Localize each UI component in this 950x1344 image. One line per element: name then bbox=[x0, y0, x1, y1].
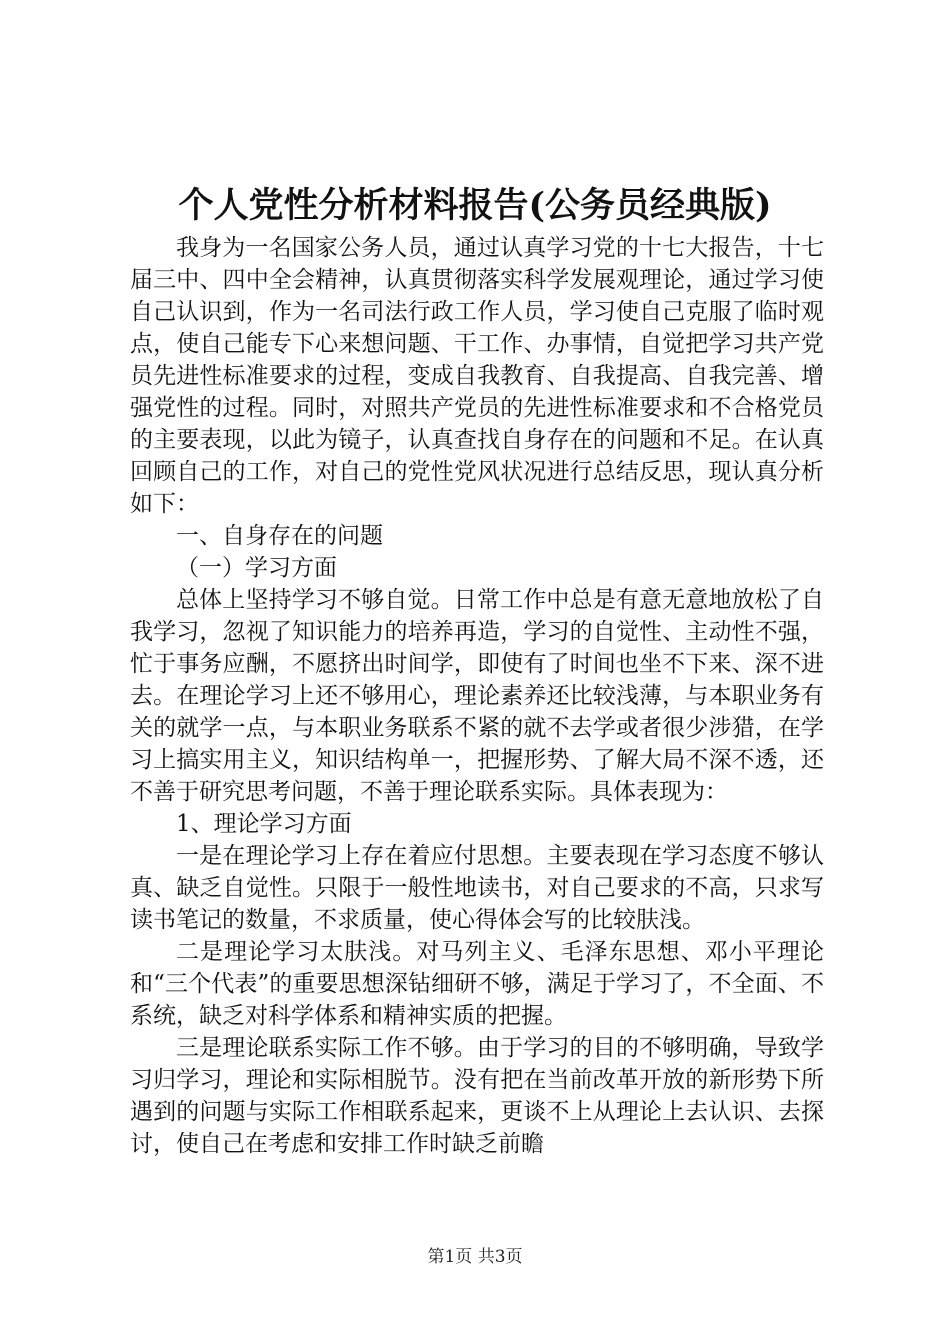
paragraph-point-three: 三是理论联系实际工作不够。由于学习的目的不够明确，导致学习归学习，理论和实际相脱节。没有把在当前改革开放的新形势下所遇到的问题与实际工作相联系起来，更谈不上从理论上去认识、去探讨，使自己在考虑和安排工作时缺乏前瞻 bbox=[130, 1035, 824, 1157]
item-heading-theory: 1、理论学习方面 bbox=[176, 811, 352, 837]
paragraph-point-one: 一是在理论学习上存在着应付思想。主要表现在学习态度不够认真、缺乏自觉性。只限于一般性地读书，对自己要求的不高，只求写读书笔记的数量，不求质量，使心得体会写的比较肤浅。 bbox=[130, 843, 824, 933]
section-heading-1: 一、自身存在的问题 bbox=[176, 523, 383, 549]
document-title: 个人党性分析材料报告(公务员经典版) bbox=[178, 185, 772, 226]
document-body bbox=[130, 232, 824, 1160]
subsection-heading-study: （一）学习方面 bbox=[176, 555, 337, 581]
paragraph-study-overview: 总体上坚持学习不够自觉。日常工作中总是有意无意地放松了自我学习，忽视了知识能力的培养再造，学习的自觉性、主动性不强，忙于事务应酬，不愿挤出时间学，即使有了时间也坐不下来、深不进去。在理论学习上还不够用心，理论素养还比较浅薄，与本职业务有关的就学一点，与本职业务联系不紧的就不去学或者很少涉猎，在学习上搞实用主义，知识结构单一，把握形势、了解大局不深不透，还不善于研究思考问题，不善于理论联系实际。具体表现为： bbox=[130, 587, 824, 805]
paragraph-point-two: 二是理论学习太肤浅。对马列主义、毛泽东思想、邓小平理论和“三个代表”的重要思想深钻细研不够，满足于学习了，不全面、不系统，缺乏对科学体系和精神实质的把握。 bbox=[130, 939, 824, 1029]
paragraph-intro: 我身为一名国家公务人员，通过认真学习党的十七大报告，十七届三中、四中全会精神，认真贯彻落实科学发展观理论，通过学习使自己认识到，作为一名司法行政工作人员，学习使自己克服了临时观点，使自己能专下心来想问题、干工作、办事情，自觉把学习共产党员先进性标准要求的过程，变成自我教育、自我提高、自我完善、增强党性的过程。同时，对照共产党员的先进性标准要求和不合格党员的主要表现，以此为镜子，认真查找自身存在的问题和不足。在认真回顾自己的工作，对自己的党性党风状况进行总结反思，现认真分析如下： bbox=[130, 235, 824, 517]
page-footer: 第1页 共3页 bbox=[427, 1247, 523, 1267]
